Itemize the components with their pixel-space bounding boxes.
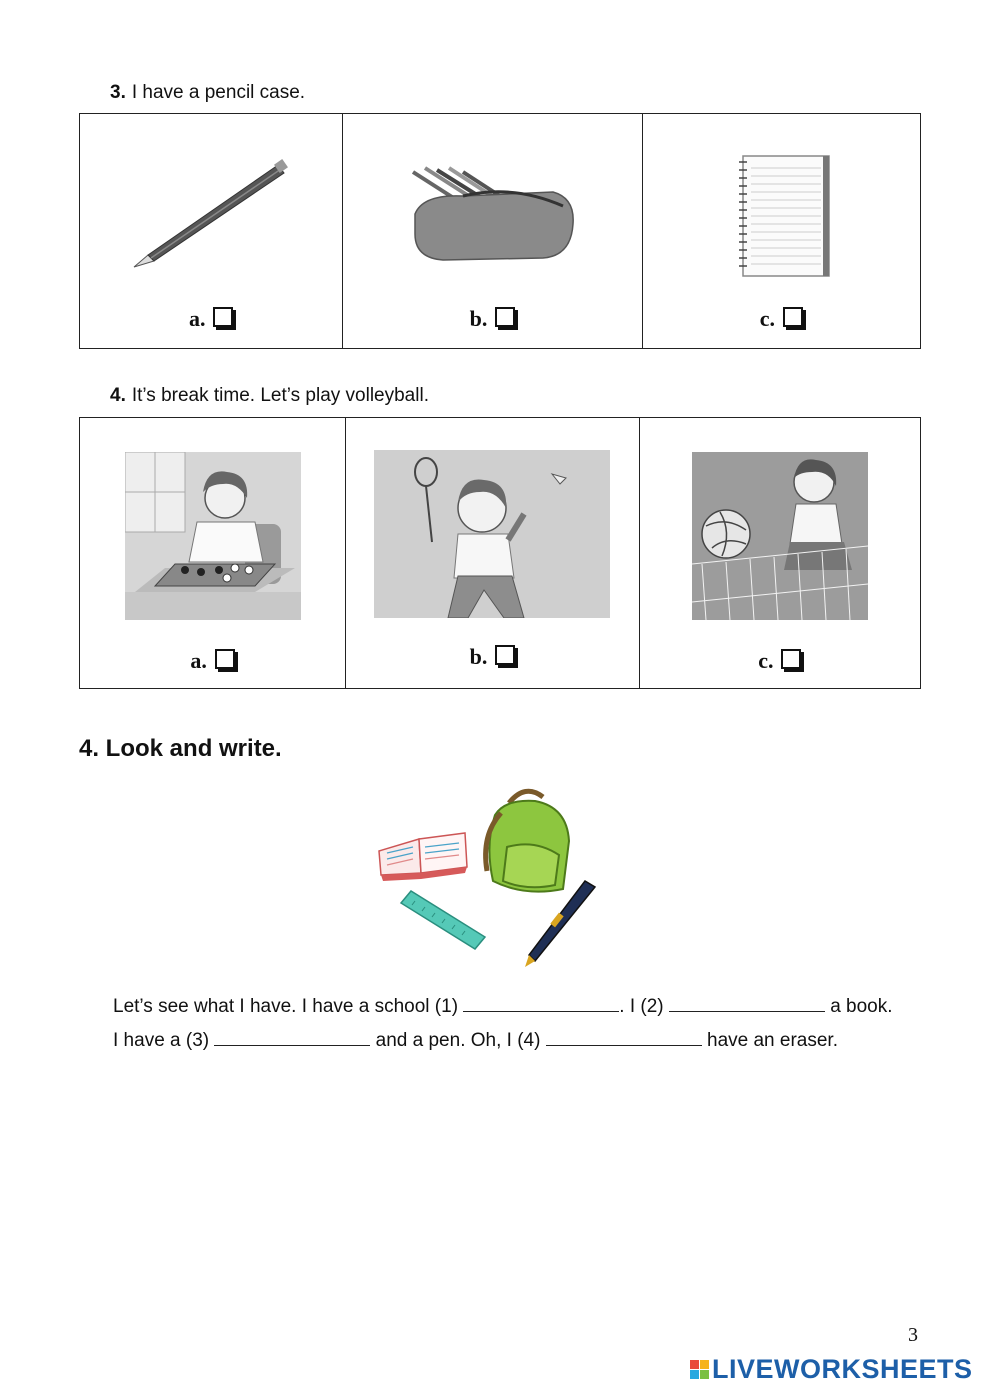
option-a — [80, 648, 345, 674]
question-text: It’s break time. Let’s play volleyball. — [131, 385, 429, 406]
brand-footer — [690, 1354, 973, 1385]
fill-in-line-2 — [113, 1029, 838, 1052]
blank-1[interactable] — [463, 995, 619, 1012]
option-b — [346, 644, 638, 670]
paragraph-text: have an eraser. — [701, 1030, 838, 1051]
option-label: a. — [188, 306, 206, 331]
option-a — [80, 306, 342, 332]
option-cell — [80, 418, 346, 688]
question-4-title — [110, 385, 429, 407]
brand-name: LIVEWORKSHEETS — [712, 1354, 973, 1384]
question-number: 3. — [110, 82, 126, 103]
option-c — [640, 648, 920, 674]
question-4-options — [79, 417, 921, 689]
fill-in-line-1 — [113, 995, 893, 1018]
badminton-picture — [374, 450, 610, 618]
paragraph-text: . I (2) — [619, 996, 669, 1017]
backpack-icon — [486, 791, 569, 891]
paragraph-text: I have a (3) — [113, 1030, 215, 1051]
option-label: c. — [758, 648, 774, 673]
option-c — [643, 306, 920, 332]
answer-checkbox[interactable] — [781, 649, 801, 669]
blank-2[interactable] — [669, 995, 825, 1012]
answer-checkbox[interactable] — [495, 307, 515, 327]
option-cell — [80, 114, 343, 348]
book-icon — [379, 833, 467, 881]
option-label: c. — [759, 306, 775, 331]
question-text: I have a pencil case. — [131, 82, 306, 103]
pencil-picture — [130, 159, 290, 269]
option-label: b. — [469, 644, 488, 669]
question-3-options — [79, 113, 921, 349]
option-b — [343, 306, 641, 332]
paragraph-text: and a pen. Oh, I (4) — [370, 1030, 546, 1051]
logo-icon — [690, 1360, 709, 1379]
paragraph-text: Let’s see what I have. I have a school (1) — [113, 996, 464, 1017]
blank-3[interactable] — [214, 1029, 370, 1046]
answer-checkbox[interactable] — [215, 649, 235, 669]
answer-checkbox[interactable] — [495, 645, 515, 665]
option-label: b. — [469, 306, 488, 331]
paragraph-text: a book. — [824, 996, 893, 1017]
option-cell — [346, 418, 639, 688]
chess-picture — [125, 452, 301, 620]
option-cell — [643, 114, 920, 348]
option-cell — [640, 418, 920, 688]
option-label: a. — [190, 648, 207, 673]
option-cell — [343, 114, 642, 348]
answer-checkbox[interactable] — [783, 307, 803, 327]
question-number: 4. — [110, 385, 126, 406]
blank-4[interactable] — [546, 1029, 702, 1046]
pen-icon — [525, 881, 595, 967]
question-3-title — [110, 82, 305, 104]
pencil-case-picture — [403, 164, 583, 264]
notebook-picture — [735, 154, 831, 278]
answer-checkbox[interactable] — [213, 307, 233, 327]
page-number: 3 — [908, 1324, 918, 1346]
section-heading: 4. Look and write. — [79, 735, 282, 762]
volleyball-picture — [692, 452, 868, 620]
school-things-picture — [375, 785, 605, 970]
ruler-icon — [401, 891, 485, 949]
